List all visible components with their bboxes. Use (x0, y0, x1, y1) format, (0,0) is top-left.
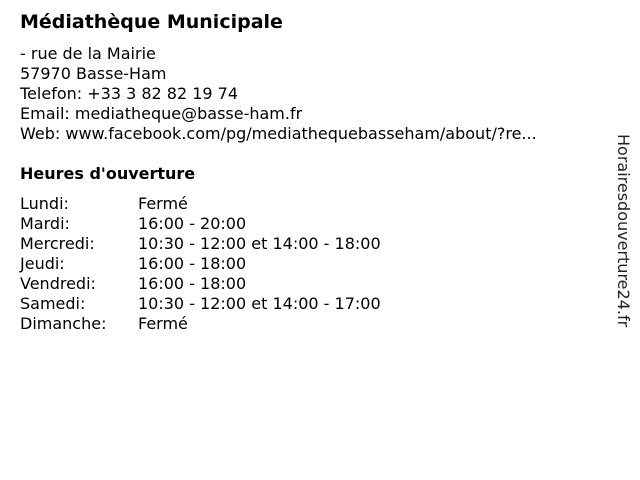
day-hours: 10:30 - 12:00 et 14:00 - 18:00 (138, 234, 381, 253)
web-line: Web: www.facebook.com/pg/mediathequebasseham/about/?re... (20, 124, 537, 143)
street-line: - rue de la Mairie (20, 44, 156, 63)
day-label: Mercredi: (20, 234, 95, 253)
city-line: 57970 Basse-Ham (20, 64, 167, 83)
watermark-text: Horairesdouverture24.fr (614, 134, 633, 328)
page-title: Médiathèque Municipale (20, 11, 283, 33)
email-line: Email: mediatheque@basse-ham.fr (20, 104, 303, 123)
hours-heading: Heures d'ouverture (20, 164, 196, 183)
day-label: Jeudi: (20, 254, 65, 273)
day-label: Samedi: (20, 294, 86, 313)
address-block (20, 44, 537, 144)
day-hours: 10:30 - 12:00 et 14:00 - 17:00 (138, 294, 381, 313)
day-hours: 16:00 - 20:00 (138, 214, 247, 233)
phone-line: Telefon: +33 3 82 82 19 74 (20, 84, 239, 103)
day-hours: 16:00 - 18:00 (138, 274, 247, 293)
day-hours: Fermé (138, 194, 188, 213)
day-hours: Fermé (138, 314, 188, 333)
day-hours: 16:00 - 18:00 (138, 254, 247, 273)
day-label: Lundi: (20, 194, 69, 213)
day-label: Mardi: (20, 214, 70, 233)
day-label: Vendredi: (20, 274, 96, 293)
day-label: Dimanche: (20, 314, 107, 333)
